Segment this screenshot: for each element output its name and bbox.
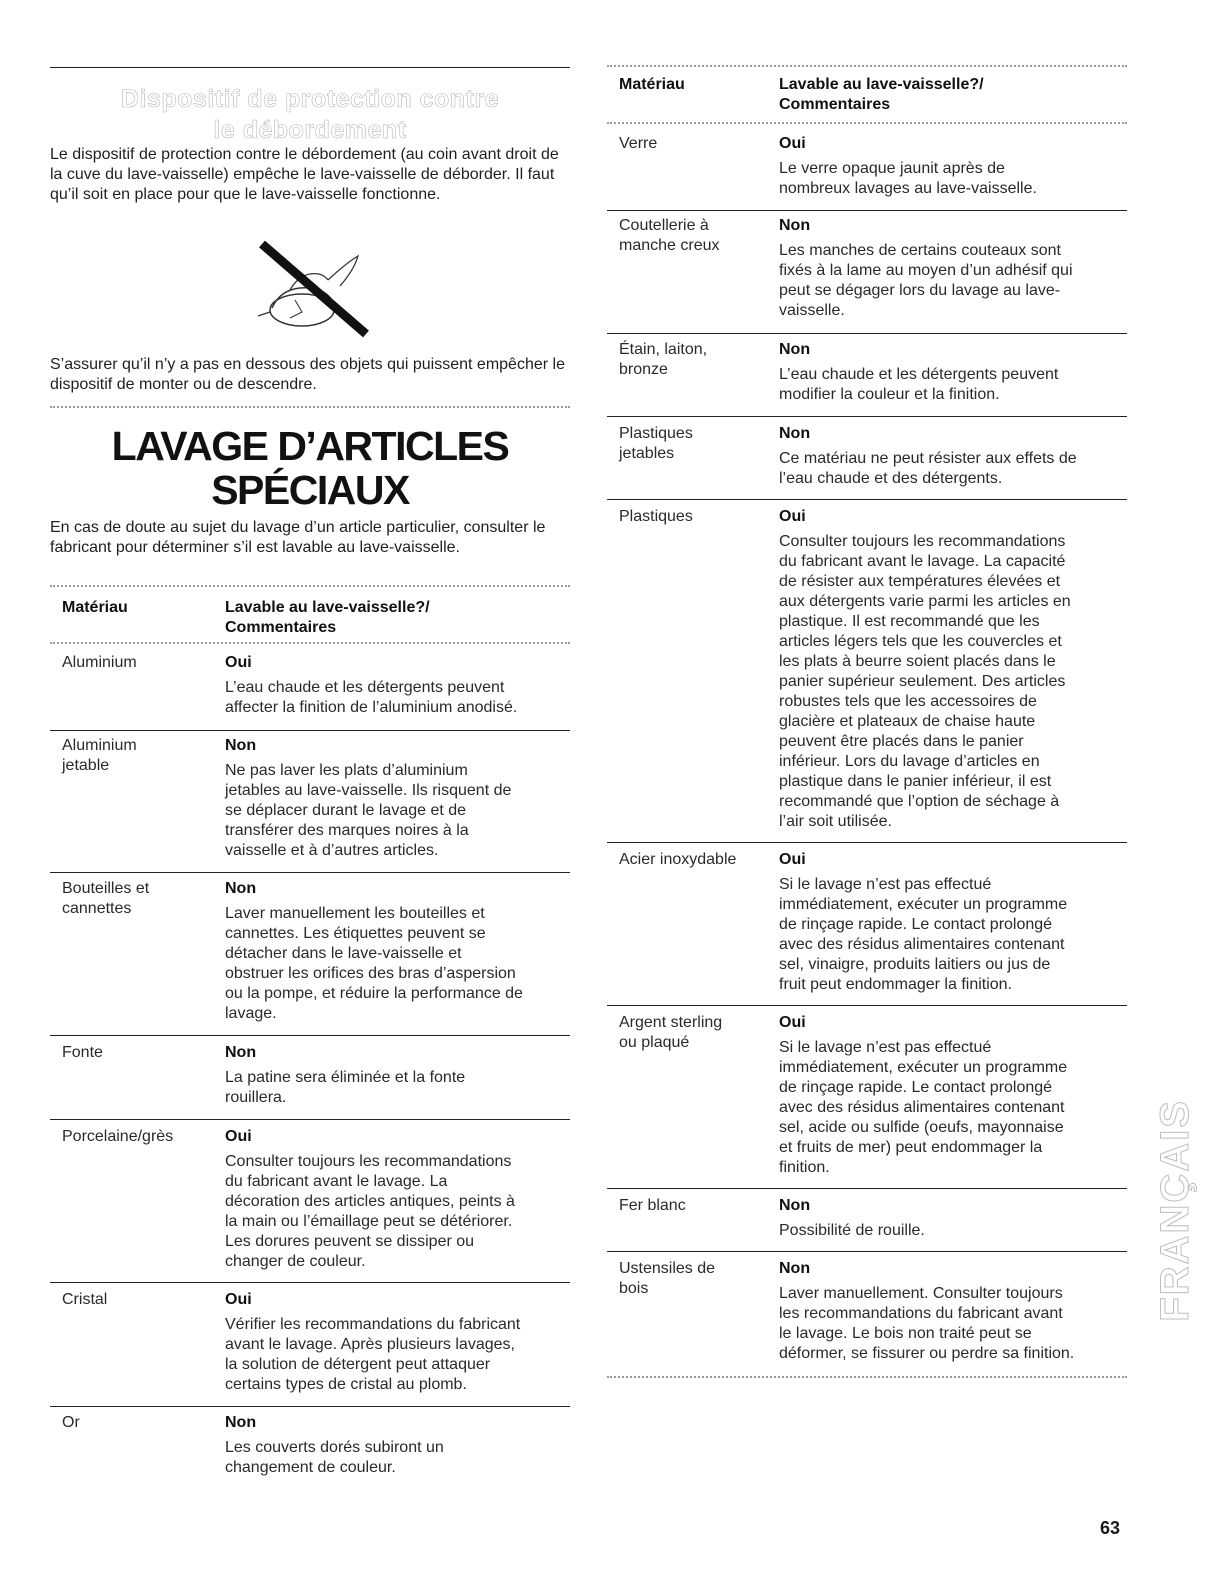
comment-line: obstruer les orifices des bras d’aspersion	[225, 965, 516, 982]
comment-line: plastique dans le panier inférieur, il est	[779, 773, 1052, 790]
comment-line: robustes tels que les accessoires de	[779, 693, 1037, 710]
page-number: 63	[1100, 1518, 1121, 1538]
material-cell	[619, 1013, 722, 1053]
material-cell	[62, 1413, 80, 1433]
material-line: bronze	[619, 361, 668, 378]
comment-line: plastique. Il est recommandé que les	[779, 613, 1040, 630]
material-cell	[619, 1196, 686, 1216]
table-top-rule	[50, 585, 570, 587]
row-divider	[50, 1282, 570, 1283]
comment-line: modifier la couleur et la finition.	[779, 386, 1000, 403]
washable-verdict: Oui	[779, 851, 806, 868]
right-column-header-washable: Lavable au lave-vaisselle?/ Commentaires	[779, 76, 984, 113]
comment-cell	[779, 449, 1077, 489]
comment-line: sel, vinaigre, produits laitiers ou jus de	[779, 956, 1051, 973]
comment-cell	[225, 1068, 465, 1108]
row-divider	[607, 1188, 1127, 1189]
overflow-heading-line2: le débordement	[213, 116, 407, 144]
comment-cell	[225, 904, 523, 1024]
comment-line: finition.	[779, 1159, 830, 1176]
material-line: Fonte	[62, 1044, 103, 1061]
comment-line: Le verre opaque jaunit après de	[779, 160, 1005, 177]
washable-verdict: Oui	[225, 1291, 252, 1308]
material-cell	[619, 216, 720, 256]
comment-cell	[779, 241, 1073, 321]
comment-line: les recommandations du fabricant avant	[779, 1305, 1063, 1322]
comment-line: et fruits de mer) peut endommager la	[779, 1139, 1043, 1156]
check-description: S’assurer qu’il n’y a pas en dessous des objets qui puissent empêcher le dispositif de monter ou de descendre.	[50, 356, 565, 393]
comment-line: se déplacer durant le lavage et de	[225, 802, 467, 819]
material-cell	[62, 1043, 103, 1063]
comment-line: Les manches de certains couteaux sont	[779, 242, 1061, 259]
top-rule	[50, 67, 570, 68]
material-line: Aluminium	[62, 737, 137, 754]
comment-line: de rinçage rapide. Le contact prolongé	[779, 1079, 1053, 1096]
comment-line: L’eau chaude et les détergents peuvent	[225, 679, 505, 696]
washable-verdict: Non	[779, 1260, 811, 1277]
comment-line: Si le lavage n’est pas effectué	[779, 1039, 992, 1056]
comment-line: les plats à beurre soient placés dans le	[779, 653, 1056, 670]
comment-cell	[225, 678, 517, 718]
material-cell	[62, 736, 137, 776]
comment-line: ou la pompe, et réduire la performance de	[225, 985, 523, 1002]
comment-line: de rinçage rapide. Le contact prolongé	[779, 916, 1053, 933]
right-table-bottom-rule	[607, 1376, 1127, 1378]
material-cell	[62, 1127, 173, 1147]
material-cell	[619, 507, 693, 527]
material-cell	[62, 653, 137, 673]
comment-line: Vérifier les recommandations du fabricant	[225, 1316, 521, 1333]
comment-line: décoration des articles antiques, peints à	[225, 1193, 515, 1210]
comment-line: L’eau chaude et les détergents peuvent	[779, 366, 1059, 383]
comment-cell	[779, 1038, 1067, 1178]
comment-line: peut se dégager lors du lavage au lave-	[779, 282, 1061, 299]
washable-verdict: Non	[225, 1044, 257, 1061]
comment-line: inférieur. Lors du lavage d’articles en	[779, 753, 1040, 770]
comment-line: Les dorures peuvent se dissiper ou	[225, 1233, 475, 1250]
material-line: Coutellerie à	[619, 217, 709, 234]
washable-verdict: Non	[779, 1197, 811, 1214]
comment-line: certains types de cristal au plomb.	[225, 1376, 467, 1393]
material-line: bois	[619, 1280, 649, 1297]
comment-line: vaisselle.	[779, 302, 845, 319]
material-cell	[619, 424, 693, 464]
comment-cell	[225, 1315, 520, 1395]
comment-line: Ce matériau ne peut résister aux effets de	[779, 450, 1077, 467]
comment-line: la main ou l’émaillage peut se détériorer.	[225, 1213, 513, 1230]
material-line: Bouteilles et	[62, 880, 150, 897]
comment-line: Si le lavage n’est pas effectué	[779, 876, 992, 893]
washable-verdict: Oui	[779, 1014, 806, 1031]
row-divider	[607, 842, 1127, 843]
washable-verdict: Oui	[779, 135, 806, 152]
comment-line: Consulter toujours les recommandations	[225, 1153, 512, 1170]
row-divider	[607, 333, 1127, 334]
comment-line: recommandé que l’option de séchage à	[779, 793, 1060, 810]
page-title	[50, 424, 570, 512]
comment-line: changer de couleur.	[225, 1253, 366, 1270]
row-divider	[50, 872, 570, 873]
material-line: Argent sterling	[619, 1014, 723, 1031]
row-divider	[607, 210, 1127, 211]
comment-line: lavage.	[225, 1005, 277, 1022]
page-title-line2: SPÉCIAUX	[211, 467, 409, 513]
material-line: Plastiques	[619, 508, 693, 525]
row-divider	[50, 1035, 570, 1036]
comment-cell	[225, 761, 511, 861]
row-divider	[607, 1251, 1127, 1252]
comment-line: du fabricant avant le lavage. La	[225, 1173, 448, 1190]
comment-cell	[779, 875, 1067, 995]
comment-line: la solution de détergent peut attaquer	[225, 1356, 491, 1373]
row-divider	[50, 1406, 570, 1407]
comment-line: immédiatement, exécuter un programme	[779, 1059, 1068, 1076]
comment-line: de résister aux températures élevées et	[779, 573, 1061, 590]
language-side-tab	[1150, 1070, 1200, 1350]
comment-line: Consulter toujours les recommandations	[779, 533, 1066, 550]
comment-line: aux détergents varie parmi les articles en	[779, 593, 1071, 610]
column-header-material: Matériau	[62, 599, 128, 616]
column-header-washable: Lavable au lave-vaisselle?/ Commentaires	[225, 599, 430, 636]
comment-line: déformer, se fissurer ou perdre sa finition.	[779, 1345, 1075, 1362]
right-table-top-rule	[607, 65, 1127, 67]
comment-line: Les couverts dorés subiront un	[225, 1439, 444, 1456]
comment-line: peuvent être placés dans le panier	[779, 733, 1024, 750]
comment-line: glacière et plateaux de chaise haute	[779, 713, 1036, 730]
row-divider	[607, 416, 1127, 417]
comment-line: fixés à la lame au moyen d’un adhésif qui	[779, 262, 1073, 279]
comment-line: fruit peut endommager la finition.	[779, 976, 1013, 993]
material-line: Plastiques	[619, 425, 693, 442]
page-title-line1: LAVAGE D’ARTICLES	[111, 423, 509, 469]
washable-verdict: Non	[779, 425, 811, 442]
material-cell	[62, 879, 149, 919]
comment-cell	[779, 365, 1058, 405]
material-line: cannettes	[62, 900, 132, 917]
comment-line: Laver manuellement les bouteilles et	[225, 905, 485, 922]
overflow-heading	[50, 84, 570, 146]
section-divider	[50, 406, 570, 408]
material-cell	[619, 1259, 715, 1299]
comment-cell	[779, 532, 1071, 832]
comment-line: Ne pas laver les plats d’aluminium	[225, 762, 468, 779]
intro-text: En cas de doute au sujet du lavage d’un article particulier, consulter le fabricant pour déterminer s’il est lavable au lave-vaisselle.	[50, 519, 546, 556]
material-line: Étain, laiton,	[619, 341, 708, 358]
material-line: Ustensiles de	[619, 1260, 716, 1277]
washable-verdict: Oui	[225, 1128, 252, 1145]
comment-line: rouillera.	[225, 1089, 287, 1106]
overflow-heading-line1: Dispositif de protection contre	[120, 85, 500, 113]
material-line: jetables	[619, 445, 675, 462]
material-line: Fer blanc	[619, 1197, 686, 1214]
comment-line: avec des résidus alimentaires contenant	[779, 936, 1065, 953]
comment-line: avec des résidus alimentaires contenant	[779, 1099, 1065, 1116]
comment-line: jetables au lave-vaisselle. Ils risquent de	[225, 782, 512, 799]
material-line: Verre	[619, 135, 658, 152]
material-line: Or	[62, 1414, 80, 1431]
washable-verdict: Non	[779, 341, 811, 358]
overflow-description: Le dispositif de protection contre le débordement (au coin avant droit de la cuve du lave-vaisselle) empêche le lave-vaisselle de déborder. Il faut qu’il soit en place pour que le lave-vaisselle fonctionne.	[50, 146, 559, 203]
comment-line: affecter la finition de l’aluminium anodisé.	[225, 699, 518, 716]
material-cell	[62, 1290, 107, 1310]
material-line: Porcelaine/grès	[62, 1128, 174, 1145]
comment-line: nombreux lavages au lave-vaisselle.	[779, 180, 1037, 197]
comment-cell	[779, 159, 1037, 199]
comment-line: l’air soit utilisée.	[779, 813, 892, 830]
comment-line: détacher dans le lave-vaisselle et	[225, 945, 462, 962]
washable-verdict: Non	[225, 1414, 257, 1431]
comment-cell	[225, 1438, 444, 1478]
row-divider	[50, 1119, 570, 1120]
row-divider	[50, 730, 570, 731]
comment-line: La patine sera éliminée et la fonte	[225, 1069, 466, 1086]
material-line: jetable	[62, 757, 110, 774]
material-cell	[619, 340, 707, 380]
comment-line: avant le lavage. Après plusieurs lavages,	[225, 1336, 515, 1353]
comment-cell	[779, 1284, 1074, 1364]
washable-verdict: Oui	[225, 654, 252, 671]
washable-verdict: Oui	[779, 508, 806, 525]
comment-line: transférer des marques noires à la	[225, 822, 469, 839]
comment-line: le lavage. Le bois non traité peut se	[779, 1325, 1032, 1342]
washable-verdict: Non	[225, 880, 257, 897]
material-cell	[619, 850, 736, 870]
washable-verdict: Non	[225, 737, 257, 754]
comment-line: articles légers tels que les couvercles et	[779, 633, 1062, 650]
comment-line: vaisselle et à d’autres articles.	[225, 842, 439, 859]
comment-line: immédiatement, exécuter un programme	[779, 896, 1068, 913]
comment-line: panier supérieur seulement. Des articles	[779, 673, 1066, 690]
comment-line: sel, acide ou sulfide (oeufs, mayonnaise	[779, 1119, 1064, 1136]
material-line: Acier inoxydable	[619, 851, 737, 868]
table-header-rule	[50, 642, 570, 644]
material-line: ou plaqué	[619, 1034, 690, 1051]
material-line: Cristal	[62, 1291, 108, 1308]
row-divider	[607, 499, 1127, 500]
comment-line: cannettes. Les étiquettes peuvent se	[225, 925, 486, 942]
comment-cell	[225, 1152, 515, 1272]
right-table-header-rule	[607, 122, 1127, 124]
right-column-header-material: Matériau	[619, 76, 685, 93]
row-divider	[607, 1005, 1127, 1006]
comment-line: Laver manuellement. Consulter toujours	[779, 1285, 1063, 1302]
comment-line: Possibilité de rouille.	[779, 1222, 925, 1239]
comment-line: changement de couleur.	[225, 1459, 396, 1476]
material-cell	[619, 134, 657, 154]
comment-cell	[779, 1221, 925, 1241]
comment-line: du fabricant avant le lavage. La capacité	[779, 553, 1066, 570]
material-line: manche creux	[619, 237, 720, 254]
comment-line: l’eau chaude et des détergents.	[779, 470, 1003, 487]
language-side-tab-label: FRANÇAIS	[1152, 1098, 1197, 1322]
material-line: Aluminium	[62, 654, 137, 671]
no-obstruction-under-float-icon	[250, 238, 375, 343]
washable-verdict: Non	[779, 217, 811, 234]
